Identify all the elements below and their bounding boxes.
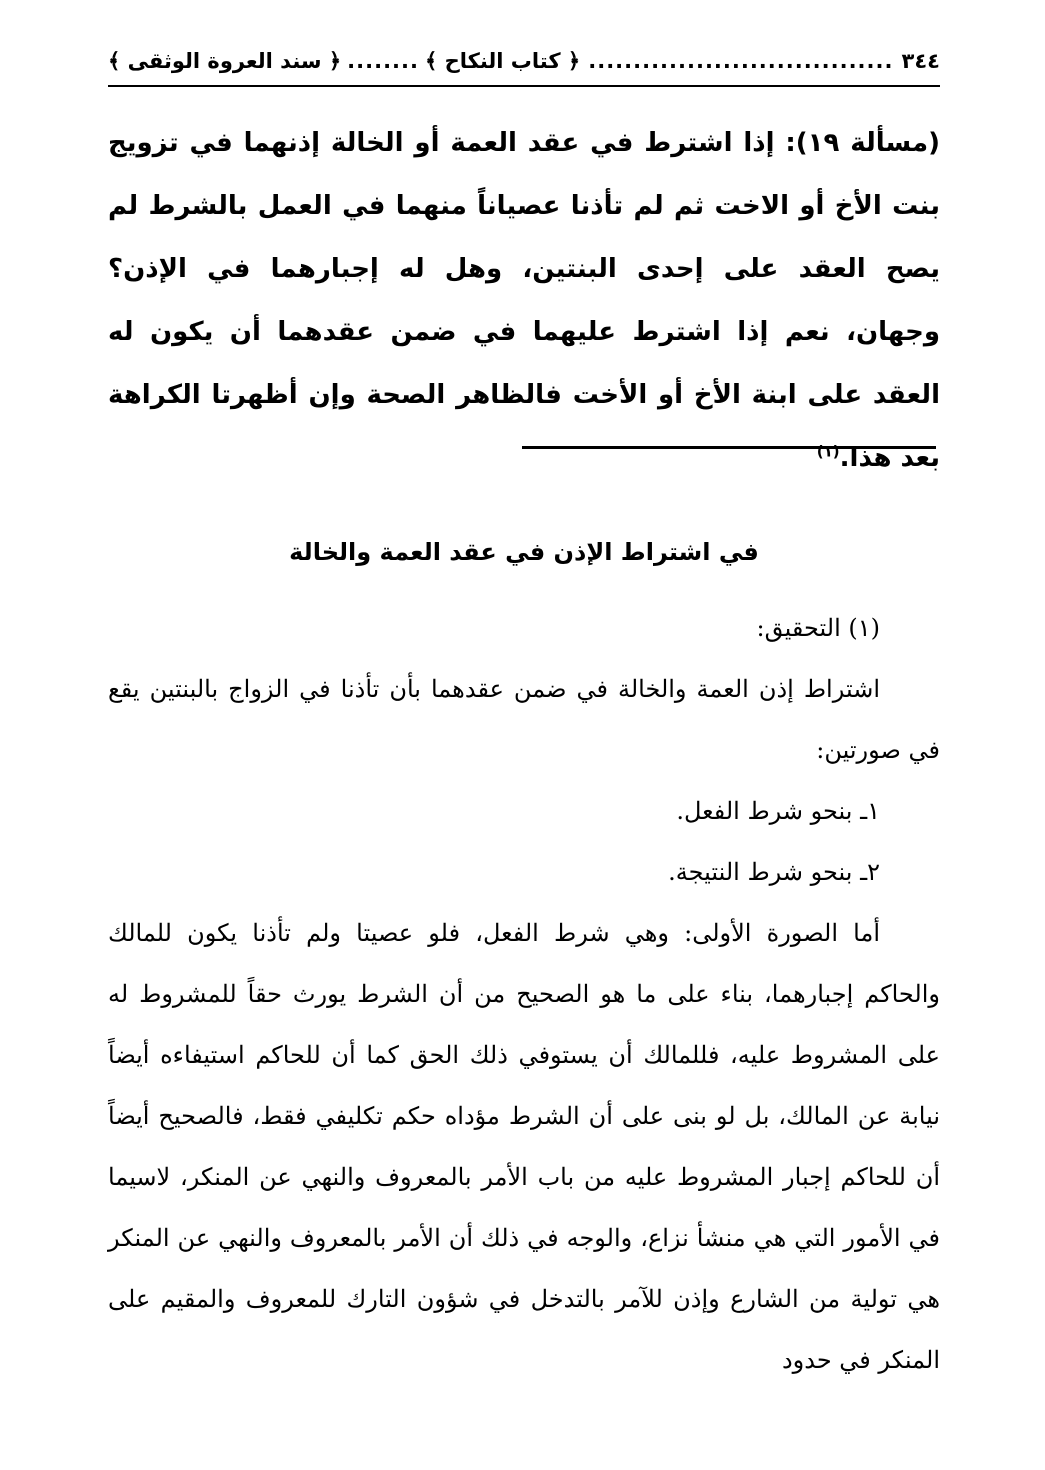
footnote-separator bbox=[522, 446, 936, 449]
commentary-label: (١) التحقيق: bbox=[756, 614, 880, 642]
book-title: ﴿ سند العروة الوثقى ﴾ bbox=[108, 49, 342, 73]
running-header bbox=[108, 40, 940, 82]
list-item-1: ١ـ بنحو شرط الفعل. bbox=[676, 797, 880, 825]
header-rule bbox=[108, 85, 940, 87]
list-item-2: ٢ـ بنحو شرط النتيجة. bbox=[668, 858, 880, 886]
commentary bbox=[108, 598, 940, 1391]
masala-body: (مسألة ١٩): إذا اشترط في عقد العمة أو الخالة إذنهما في تزويج بنت الأخ أو الاخت ثم لم تأذنا عصياناً منهما في العمل بالشرط لم يصح العقد على إحدى البنتين، وهل له إجبارهما في الإذن؟ وجهان، نعم إذا اشترط عليهما في ضمن عقدهما أن يكون له العقد على ابنة الأخ أو الأخت فالظاهر الصحة وإن أظهرتا الكراهة بعد هذا. bbox=[108, 128, 940, 473]
masala-text bbox=[108, 112, 940, 490]
header-dots-short: ........ bbox=[347, 49, 419, 73]
section-title: في اشتراط الإذن في عقد العمة والخالة bbox=[289, 538, 759, 566]
chapter-title: ﴿ كتاب النكاح ﴾ bbox=[424, 49, 581, 73]
commentary-intro: اشتراط إذن العمة والخالة في ضمن عقدهما بأن تأذنا في الزواج بالبنتين يقع في صورتين: bbox=[108, 675, 940, 764]
header-dots-long: .................................. bbox=[588, 49, 894, 73]
page-number: ٣٤٤ bbox=[901, 49, 940, 73]
commentary-body: أما الصورة الأولى: وهي شرط الفعل، فلو عصيتا ولم تأذنا يكون للمالك والحاكم إجبارهما، بناء على ما هو الصحيح من أن الشرط يورث حقاً للمشروط له على المشروط عليه، فللمالك أن يستوفي ذلك الحق كما أن للحاكم استيفاءه أيضاً نيابة عن المالك، بل لو بنى على أن الشرط مؤداه حكم تكليفي فقط، فالصحيح أيضاً أن للحاكم إجبار المشروط عليه من باب الأمر بالمعروف والنهي عن المنكر، لاسيما في الأمور التي هي منشأ نزاع، والوجه في ذلك أن الأمر بالمعروف والنهي عن المنكر هي تولية من الشارع وإذن للآمر بالتدخل في شؤون التارك للمعروف والمقيم على المنكر في حدود bbox=[108, 919, 940, 1374]
footnote-ref: (١) bbox=[816, 442, 840, 461]
